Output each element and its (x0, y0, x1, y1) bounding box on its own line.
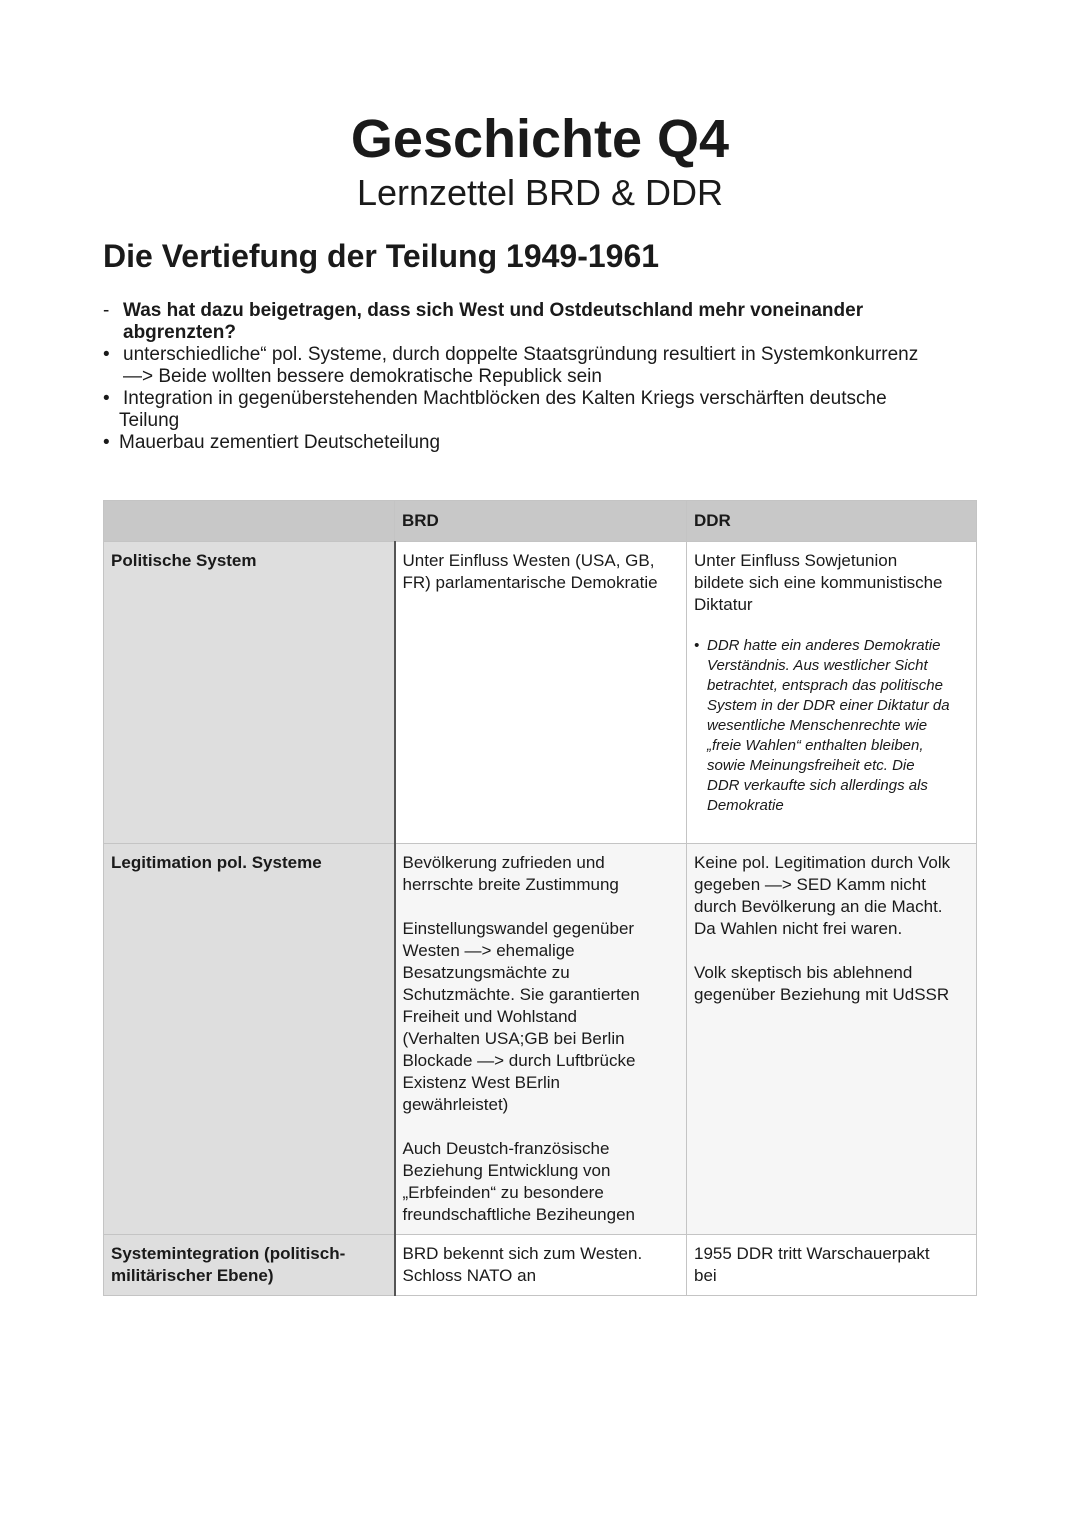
text-line: Da Wahlen nicht frei waren. (694, 919, 903, 938)
ddr-paragraph (694, 852, 969, 940)
text-line: Beziehung Entwicklung von (402, 1161, 611, 1180)
text-line: BRD bekennt sich zum Westen. (402, 1244, 643, 1263)
list-item-line: —> Beide wollten bessere demokratische Republick sein (123, 366, 602, 387)
page-title: Geschichte Q4 (350, 109, 730, 169)
list-item-line: Mauerbau zementiert Deutscheteilung (119, 432, 441, 453)
text-line: Auch Deustch-französische (402, 1139, 610, 1158)
table-row (104, 844, 977, 1235)
text-line: Existenz West BErlin (402, 1073, 560, 1092)
list-item-line: Was hat dazu beigetragen, dass sich West und Ostdeutschland mehr voneinander (123, 300, 864, 321)
text-line: Unter Einfluss Westen (USA, GB, (402, 551, 655, 570)
section-heading: Die Vertiefung der Teilung 1949-1961 (103, 238, 660, 274)
ddr-note (694, 636, 969, 816)
brd-cell (395, 1235, 687, 1296)
text-line: DDR verkaufte sich allerdings als (707, 777, 928, 794)
text-line: Volk skeptisch bis ablehnend (694, 963, 913, 982)
text-line: Legitimation pol. Systeme (111, 853, 322, 872)
row-label (104, 1235, 395, 1296)
dash-marker-icon: - (103, 300, 110, 321)
text-line: wesentliche Menschenrechte wie (707, 717, 928, 734)
ddr-paragraph (694, 962, 969, 1006)
text-line: Systemintegration (politisch- (111, 1244, 346, 1263)
text-line: Besatzungsmächte zu (402, 963, 570, 982)
text-line: Politische System (111, 551, 257, 570)
text-line: Diktatur (694, 595, 753, 614)
brd-cell (395, 844, 687, 1235)
list-item (103, 344, 918, 388)
paragraph-gap (694, 940, 969, 962)
ddr-paragraph (694, 550, 969, 616)
text-line: 1955 DDR tritt Warschauerpakt (694, 1244, 930, 1263)
page-subtitle: Lernzettel BRD & DDR (356, 172, 724, 213)
paragraph-gap (403, 896, 680, 918)
list-item-line: Integration in gegenüberstehenden Machtblöcken des Kalten Kriegs verschärften deutsche (123, 388, 887, 409)
bullet-icon: • (103, 432, 110, 453)
text-line: freundschaftliche Beziheungen (402, 1205, 635, 1224)
text-line: Schloss NATO an (402, 1266, 537, 1285)
table-row (104, 1235, 977, 1296)
ddr-cell (687, 1235, 977, 1296)
text-line: Westen —> ehemalige (402, 941, 575, 960)
row-label (104, 542, 395, 844)
header-brd: BRD (395, 501, 687, 542)
brd-paragraph (403, 1243, 680, 1287)
row-label (104, 844, 395, 1235)
text-line: DDR hatte ein anderes Demokratie (707, 637, 941, 654)
paragraph-gap (403, 1116, 680, 1138)
text-line: militärischer Ebene) (111, 1266, 274, 1285)
table-row (104, 542, 977, 844)
brd-paragraph (403, 852, 680, 896)
text-line: bildete sich eine kommunistische (694, 573, 943, 592)
text-line: durch Bevölkerung an die Macht. (694, 897, 943, 916)
ddr-cell (687, 844, 977, 1235)
text-line: Bevölkerung zufrieden und (402, 853, 605, 872)
list-item (103, 388, 918, 432)
brd-paragraph (403, 550, 680, 594)
header-empty (104, 501, 395, 542)
brd-paragraph (403, 918, 680, 1116)
text-line: Unter Einfluss Sowjetunion (694, 551, 898, 570)
ddr-cell (687, 542, 977, 844)
text-line: Freiheit und Wohlstand (402, 1007, 578, 1026)
text-line: sowie Meinungsfreiheit etc. Die (707, 757, 915, 774)
list-item (103, 432, 918, 454)
text-line: gewährleistet) (402, 1095, 509, 1114)
text-line: Keine pol. Legitimation durch Volk (694, 853, 951, 872)
brd-paragraph (403, 1138, 680, 1226)
header-ddr: DDR (687, 501, 977, 542)
text-line: bei (694, 1266, 717, 1285)
text-line: herrschte breite Zustimmung (402, 875, 619, 894)
text-line: System in der DDR einer Diktatur da (707, 697, 950, 714)
text-line: Einstellungswandel gegenüber (402, 919, 635, 938)
list-item-line: unterschiedliche“ pol. Systeme, durch doppelte Staatsgründung resultiert in Systemkonkurrenz (123, 344, 919, 365)
bullet-list (103, 300, 918, 454)
bullet-icon: • (694, 637, 700, 654)
comparison-table (103, 500, 977, 1296)
text-line: Verständnis. Aus westlicher Sicht (707, 657, 928, 674)
text-line: gegenüber Beziehung mit UdSSR (694, 985, 950, 1004)
ddr-paragraph (694, 1243, 969, 1287)
text-line: „Erbfeinden“ zu besondere (402, 1183, 604, 1202)
bullet-icon: • (103, 344, 110, 365)
list-item-line: Teilung (119, 410, 180, 431)
text-line: gegeben —> SED Kamm nicht (694, 875, 926, 894)
bullet-icon: • (103, 388, 110, 409)
text-line: „freie Wahlen“ enthalten bleiben, (707, 737, 924, 754)
text-line: (Verhalten USA;GB bei Berlin (402, 1029, 625, 1048)
text-line: FR) parlamentarische Demokratie (402, 573, 658, 592)
brd-cell (395, 542, 687, 844)
text-line: Demokratie (707, 797, 784, 814)
text-line: Schutzmächte. Sie garantierten (402, 985, 640, 1004)
list-item-line: abgrenzten? (123, 322, 236, 343)
text-line: Blockade —> durch Luftbrücke (402, 1051, 636, 1070)
text-line: betrachtet, entsprach das politische (707, 677, 943, 694)
list-item (103, 300, 918, 344)
